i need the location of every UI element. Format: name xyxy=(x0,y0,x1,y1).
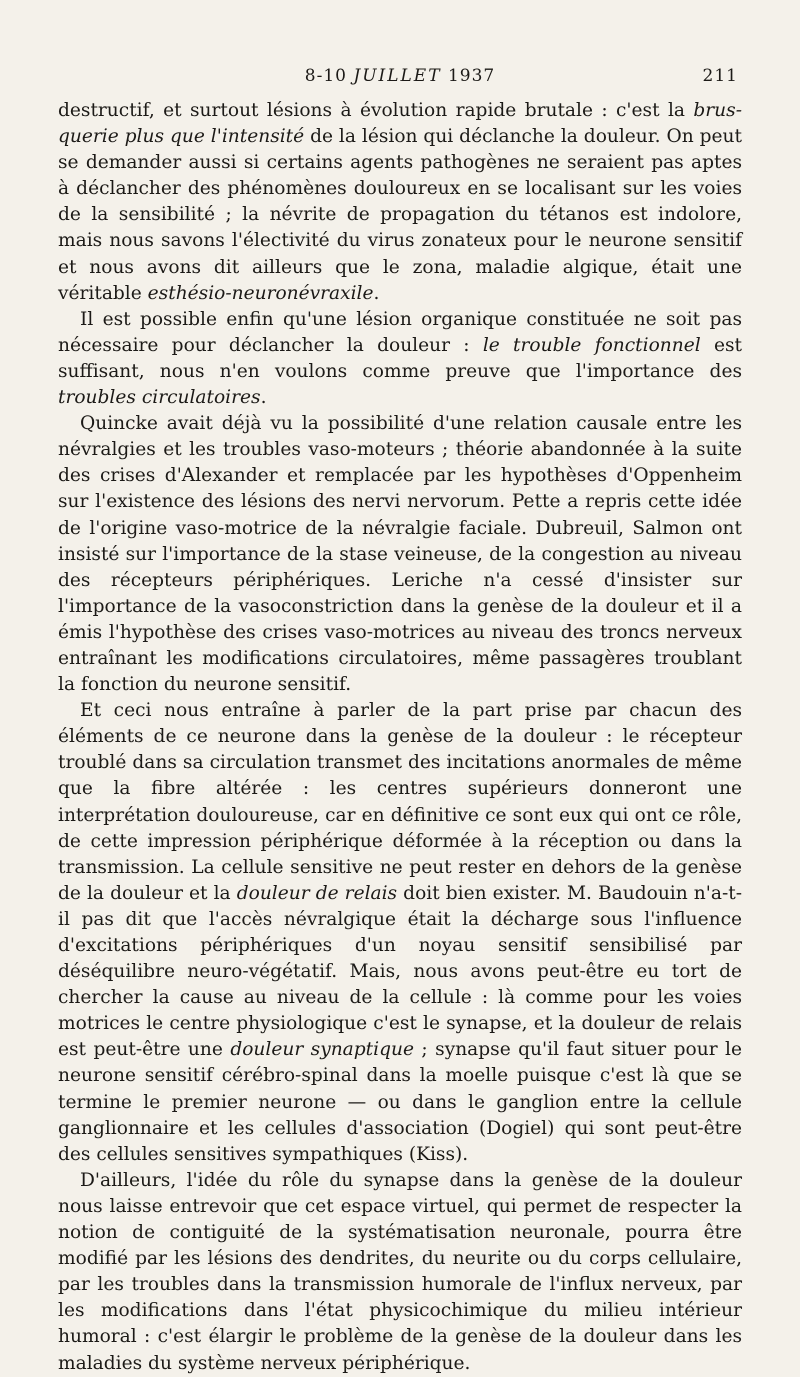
italic-run: douleur synaptique xyxy=(230,1039,414,1061)
header-date: 8-10 JUILLET 1937 xyxy=(304,66,496,86)
text-run: est suffisant, nous n'en voulons comme preuve que l'importance des xyxy=(58,334,742,382)
italic-run: esthésio-neuronévraxile xyxy=(147,282,374,304)
text-run: . xyxy=(373,282,380,304)
text-run: . xyxy=(260,387,267,409)
text-run: Et ceci nous entraîne à parler de la part prise par chacun des éléments de ce neurone dans la genèse de la douleur : le récepteur troublé dans sa circulation transmet des incitations anormales de même que la fibre altérée : les centres supérieurs donneront une interprétation douloureuse, car en définitive ce sont eux qui ont ce rôle, de cette impression périphérique déformée à la réception ou dans la transmission. La cellule sensitive ne peut rester en dehors de la genèse de la douleur et la xyxy=(58,700,742,904)
text-run: Il est possible enfin qu'une lésion organique constituée ne soit pas nécessaire pour déclancher la douleur : xyxy=(58,308,742,356)
italic-run: brusquerie plus que l'intensité xyxy=(58,100,742,148)
text-run: Quincke avait déjà vu la possibilité d'une relation causale entre les névralgies et les troubles vaso-moteurs ; théorie abandonnée à la suite des crises d'Alexander et remplacée par les hypothèses d'Oppenheim sur l'existence des lésions des nervi nervorum. Pette a repris cette idée de l'origine vaso-motrice de la névralgie faciale. Dubreuil, Salmon ont insisté sur l'importance de la stase veineuse, de la congestion au niveau des récepteurs périphériques. Leriche n'a cessé d'insister sur l'importance de la vasoconstriction dans la genèse de la douleur et il a émis l'hypothèse des crises vaso-motrices au niveau des troncs nerveux entraînant les modifications circulatoires, même passagères troublant la fonction du neurone sensitif. xyxy=(58,413,742,696)
paragraph-2 xyxy=(58,307,742,411)
text-run: de la lésion qui déclanche la douleur. On peut se demander aussi si certains agents pathogènes ne seraient pas aptes à déclancher des phénomènes douloureux en se localisant sur les voies de la sensibilité ; la névrite de propagation du tétanos est indolore, mais nous savons l'électivité du virus zonateux pour le neurone sensitif et nous avons dit ailleurs que le zona, maladie algique, était une véritable xyxy=(58,126,742,304)
paragraph-3 xyxy=(58,411,742,698)
paragraph-4 xyxy=(58,698,742,1168)
text-run: destructif, et surtout lésions à évolution rapide brutale : c'est la xyxy=(58,100,694,121)
italic-run: troubles circulatoires xyxy=(58,387,261,409)
page-number: 211 xyxy=(702,66,738,86)
text-run: doit bien exister. M. Baudouin n'a-t-il pas dit que l'accès névralgique était la décharge sous l'influence d'excitations périphériques d'un noyau sensitif sensibilisé par déséquilibre neuro-végétatif. Mais, nous avons peut-être eu tort de chercher la cause au niveau de la cellule : là comme pour les voies motrices le centre physiologique c'est le synapse, et la douleur de relais est peut-être une xyxy=(58,882,743,1061)
italic-run: le trouble fonctionnel xyxy=(482,334,701,356)
text-run: ; synapse qu'il faut situer pour le neurone sensitif cérébro-spinal dans la moelle puisque c'est là que se termine le premier neurone — ou dans le ganglion entre la cellule ganglionnaire et les cellules d'association (Dogiel) qui sont peut-être des cellules sensitives sympathiques (Kiss). xyxy=(58,1039,742,1165)
running-header xyxy=(60,66,740,92)
text-run: D'ailleurs, l'idée du rôle du synapse dans la genèse de la douleur nous laisse entrevoir que cet espace virtuel, qui permet de respecter la notion de contiguité de la systématisation neuronale, pourra être modifié par les lésions des dendrites, du neurite ou du corps cellulaire, par les troubles dans la transmission humorale de l'influx nerveux, par les modifications dans l'état physicochimique du milieu intérieur humoral : c'est élargir le problème de la genèse de la douleur dans les maladies du système nerveux périphérique. xyxy=(58,1169,742,1374)
article-body xyxy=(58,98,742,1377)
header-month: JUILLET xyxy=(353,66,442,86)
italic-run: douleur de relais xyxy=(236,882,398,904)
paragraph-1 xyxy=(58,98,742,307)
paragraph-5 xyxy=(58,1168,742,1377)
